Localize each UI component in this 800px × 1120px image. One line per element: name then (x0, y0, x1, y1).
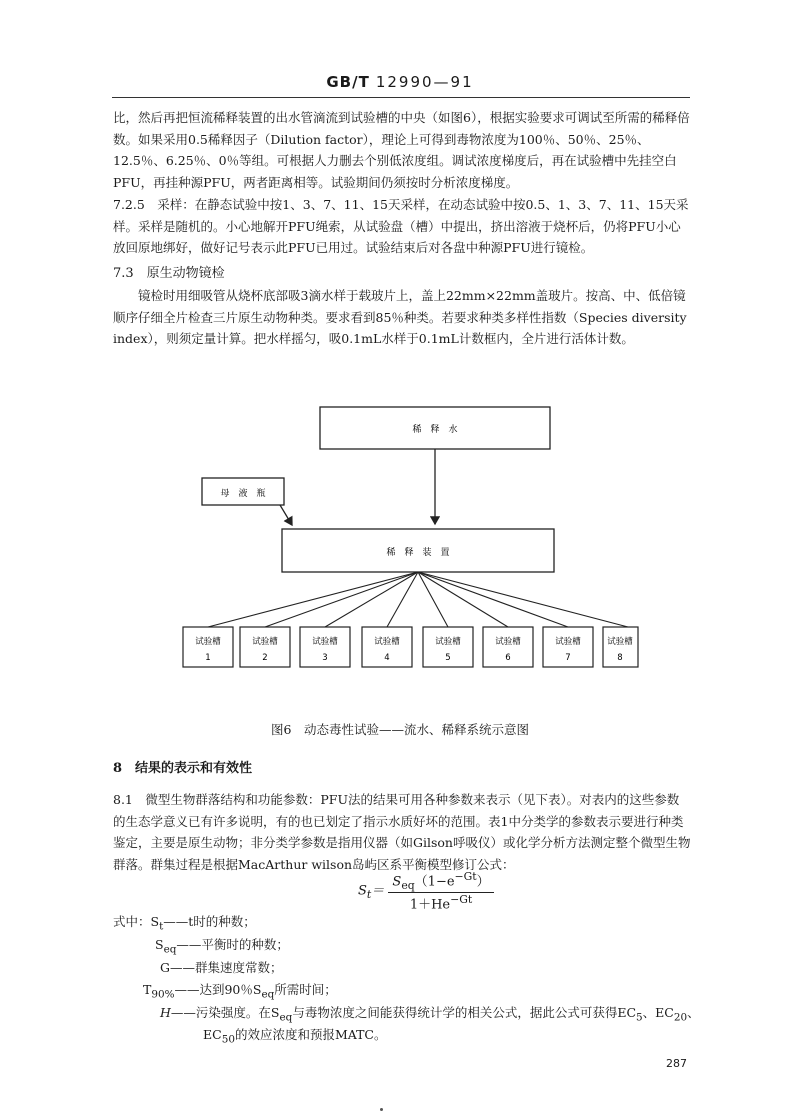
tank-number: 6 (505, 653, 511, 663)
test-tank (183, 627, 233, 667)
tank-label: 试验槽 (195, 637, 221, 647)
test-tank (543, 627, 593, 667)
heading-section-8: 8 结果的表示和有效性 (113, 761, 253, 776)
arrow-stock-to-device (280, 505, 292, 525)
running-header (0, 73, 800, 91)
scan-speck (380, 1108, 383, 1111)
where-line-seq: $S_{eq}——$平衡时的种数； (155, 937, 289, 956)
connector-lines (208, 572, 628, 627)
dilution-device-label: 稀 释 装 置 (386, 548, 450, 558)
dilution-device-box (282, 529, 554, 572)
header-label: GB/T (326, 73, 370, 91)
test-tank (240, 627, 290, 667)
tank-label: 试验槽 (374, 637, 400, 647)
header-code: 12990—91 (375, 73, 474, 91)
formula-denominator: $1+He^{-Gt}$ (409, 892, 473, 913)
formula-equals: ＝ (371, 883, 385, 899)
tank-label: 试验槽 (495, 637, 521, 647)
tank-label: 试验槽 (555, 637, 581, 647)
stock-bottle-box (202, 478, 284, 505)
formula-fraction (388, 870, 493, 912)
tank-number: 4 (384, 653, 390, 663)
tank-number: 2 (262, 653, 268, 663)
tank-label: 试验槽 (607, 637, 633, 647)
page-number: 287 (666, 1057, 687, 1070)
formula-lhs-sub: t (366, 888, 372, 902)
heading-7-3: 7.3 原生动物镜检 (113, 266, 225, 281)
where-line-ec50: $EC_{50}$的效应浓度和预报MATC。 (203, 1027, 387, 1046)
test-tank (483, 627, 533, 667)
where-line-st: 式中：$S_t——t$时的种数； (113, 914, 256, 933)
header-rule (112, 97, 690, 98)
test-tank (423, 627, 473, 667)
paragraph-7-2-5: 7.2.5 采样：在静态试验中按1、3、7、11、15天采样，在动态试验中按0.5、1、3、7、11、15天采样。采样是随机的。小心地解开PFU绳索，从试验盘（槽）中提出，挤出溶液于烧杯后，仍将PFU小心放回原地绑好，做好记号表示此PFU已用过。试验结束后对各盘中种源PFU进行镜检。 (113, 197, 689, 255)
paragraph-8-1: 8.1 微型生物群落结构和功能参数：PFU法的结果可用各种参数来表示（见下表）。对表内的这些参数的生态学意义已有许多说明，有的也已划定了指示水质好坏的范围。表1中分类学的参数表示要进行种类鉴定，主要是原生动物；非分类学参数是指用仪器（如Gilson呼吸仪）或化学分析方法测定整个微型生物群落。群集过程是根据MacArthur wilson岛屿区系平衡模型修订公式： (113, 792, 691, 872)
flow-diagram (170, 395, 640, 685)
where-line-h: H——污染强度。在$S_{eq}$与毒物浓度之间能获得统计学的相关公式，据此公式可获得$EC_5$、$EC_{20}$、 (160, 1005, 700, 1024)
tank-number: 3 (322, 653, 328, 663)
tank-number: 7 (565, 653, 571, 663)
where-line-t90: $T_{90\%}——$达到90％$S_{eq}$所需时间； (143, 982, 337, 1001)
where-line-g: G——群集速度常数； (160, 960, 283, 975)
tank-label: 试验槽 (435, 637, 461, 647)
formula-numerator: $S_{eq}(1-e^{-Gt})$ (388, 870, 493, 893)
colonization-formula (358, 870, 494, 912)
formula-lhs: S (358, 883, 367, 899)
paragraph-microscopy: 镜检时用细吸管从烧杯底部吸3滴水样于载玻片上，盖上22mm×22mm盖玻片。按高、中、低倍镜顺序仔细全片检查三片原生动物种类。要求看到85％种类。若要求种类多样性指数（Species diversity index），则须定量计算。把水样摇匀，吸0.1mL水样于0.1mL计数框内，全片进行活体计数。 (113, 288, 687, 346)
paragraph-dilution: 比，然后再把恒流稀释装置的出水管滴流到试验槽的中央（如图6），根据实验要求可调试至所需的稀释倍数。如果采用0.5稀释因子（Dilution factor），理论上可得到毒物浓度为100％、50％、25％、12.5％、6.25％、0％等组。可根据人力删去个别低浓度组。调试浓度梯度后，再在试验槽中先挂空白PFU，再挂种源PFU，两者距离相等。试验期间仍须按时分析浓度梯度。 (113, 110, 690, 190)
tank-label: 试验槽 (312, 637, 338, 647)
figure-caption: 图6 动态毒性试验——流水、稀释系统示意图 (271, 722, 529, 737)
stock-bottle-label: 母 液 瓶 (220, 489, 266, 499)
tank-number: 8 (617, 653, 623, 663)
dilution-water-label: 稀 释 水 (412, 425, 458, 435)
tank-number: 5 (445, 653, 451, 663)
dilution-water-box (320, 407, 550, 449)
tank-number: 1 (205, 653, 211, 663)
test-tank (362, 627, 412, 667)
test-tank (603, 627, 638, 667)
test-tank (300, 627, 350, 667)
tank-label: 试验槽 (252, 637, 278, 647)
